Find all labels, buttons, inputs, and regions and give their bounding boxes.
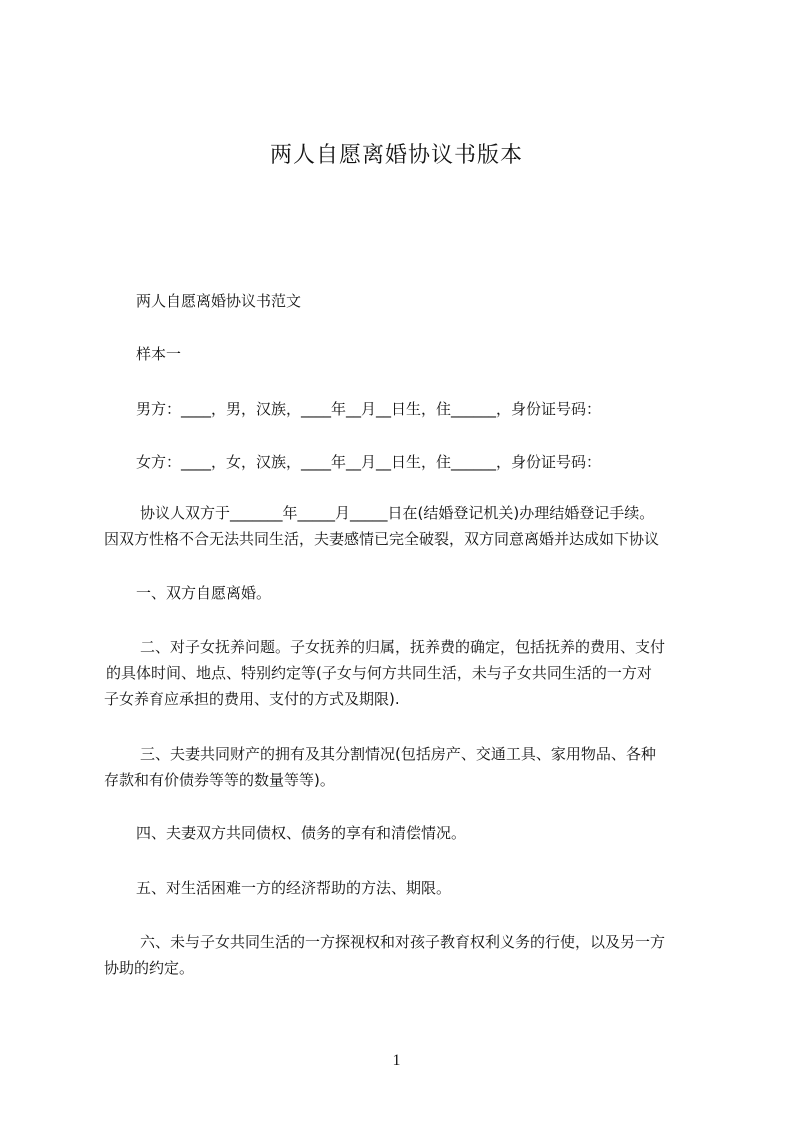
clause-3-line-1: 三、夫妻共同财产的拥有及其分割情况(包括房产、交通工具、家用物品、各种 — [140, 745, 656, 763]
agreement-line-1: 协议人双方于_______年_____月_____日在(结婚登记机关)办理结婚登记手续。 — [140, 504, 655, 522]
clause-1: 一、双方自愿离婚。 — [136, 584, 272, 602]
clause-2-line-3: 子女养育应承担的费用、支付的方式及期限). — [104, 690, 400, 708]
clause-4: 四、夫妻双方共同债权、债务的享有和清偿情况。 — [136, 824, 467, 842]
clause-2-paragraph — [104, 634, 704, 712]
clause-5: 五、对生活困难一方的经济帮助的方法、期限。 — [136, 879, 452, 897]
agreement-paragraph — [104, 500, 704, 552]
clause-3-line-2: 存款和有价债券等等的数量等等)。 — [104, 771, 335, 789]
clause-6-line-2: 协助的约定。 — [104, 959, 195, 977]
clause-3-paragraph — [104, 741, 704, 793]
female-party-line: 女方：____，女，汉族，____年__月__日生，住______，身份证号码： — [136, 453, 602, 471]
clause-2-line-1: 二、对子女抚养问题。子女抚养的归属，抚养费的确定，包括抚养的费用、支付 — [140, 638, 666, 656]
agreement-line-2: 因双方性格不合无法共同生活，夫妻感情已完全破裂，双方同意离婚并达成如下协议 — [104, 530, 660, 548]
clause-6-paragraph — [104, 929, 704, 981]
clause-6-line-1: 六、未与子女共同生活的一方探视权和对孩子教育权利义务的行使，以及另一方 — [140, 933, 666, 951]
male-party-line: 男方：____，男，汉族，____年__月__日生，住______，身份证号码： — [136, 400, 602, 418]
subtitle-paragraph: 两人自愿离婚协议书范文 — [136, 292, 302, 310]
sample-label: 样本一 — [136, 345, 182, 363]
document-title: 两人自愿离婚协议书版本 — [269, 143, 523, 168]
page-number: 1 — [392, 1052, 401, 1069]
clause-2-line-2: 的具体时间、地点、特别约定等(子女与何方共同生活，未与子女共同生活的一方对 — [106, 664, 652, 682]
